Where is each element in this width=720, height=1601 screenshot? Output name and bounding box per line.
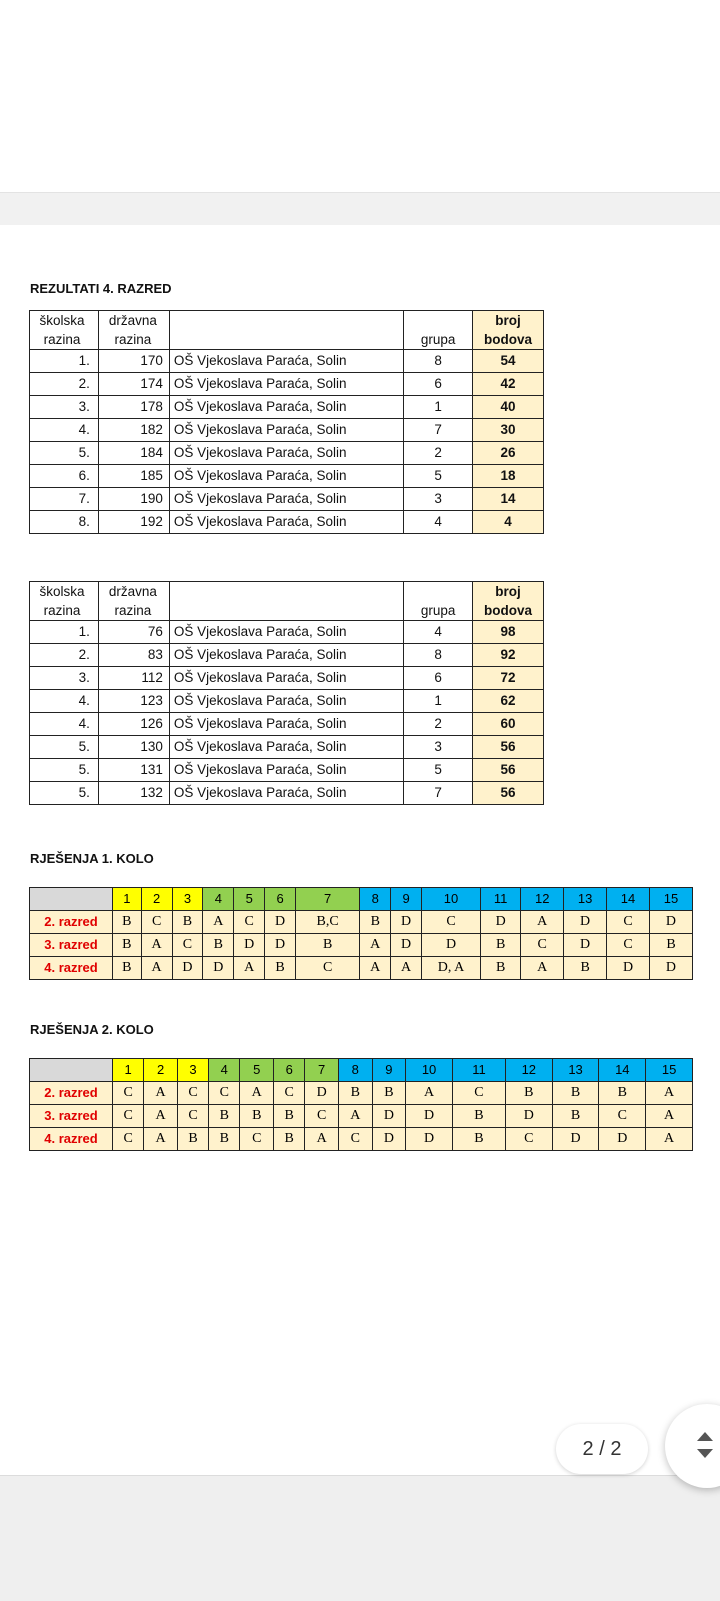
cell-grupa: 6 xyxy=(404,373,473,396)
table-row xyxy=(30,621,544,644)
cell-school: OŠ Vjekoslava Paraća, Solin xyxy=(169,350,403,373)
answer-cell: C xyxy=(338,1128,372,1151)
answer-cell: B xyxy=(274,1128,305,1151)
cell-grupa: 7 xyxy=(404,419,473,442)
cell-grupa: 3 xyxy=(404,736,473,759)
cell-skolska: 5. xyxy=(30,736,99,759)
cell-grupa: 1 xyxy=(404,690,473,713)
answer-cell: D xyxy=(234,934,265,957)
section-title-kolo1: RJEŠENJA 1. KOLO xyxy=(30,851,154,866)
question-number: 6 xyxy=(265,888,296,911)
answer-cell: A xyxy=(141,957,172,980)
grade-label: 2. razred xyxy=(30,911,113,934)
answer-cell: D xyxy=(203,957,234,980)
question-number: 6 xyxy=(274,1059,305,1082)
cell-school: OŠ Vjekoslava Paraća, Solin xyxy=(169,667,403,690)
cell-drzavna: 123 xyxy=(98,690,169,713)
table-row xyxy=(30,373,544,396)
table-row xyxy=(30,934,693,957)
grade-label: 3. razred xyxy=(30,1105,113,1128)
answer-cell: D xyxy=(564,911,607,934)
cell-drzavna: 76 xyxy=(98,621,169,644)
header-skolska: školska xyxy=(30,311,99,331)
answer-cell: B xyxy=(172,911,203,934)
cell-bodova: 92 xyxy=(473,644,544,667)
cell-skolska: 3. xyxy=(30,667,99,690)
answer-cell: D xyxy=(505,1105,552,1128)
cell-skolska: 1. xyxy=(30,621,99,644)
cell-drzavna: 131 xyxy=(98,759,169,782)
answer-cell: B,C xyxy=(295,911,359,934)
question-number: 1 xyxy=(113,1059,144,1082)
grade-label: 4. razred xyxy=(30,957,113,980)
question-number: 9 xyxy=(372,1059,406,1082)
answer-cell: A xyxy=(305,1128,339,1151)
answer-cell: B xyxy=(505,1082,552,1105)
cell-bodova: 98 xyxy=(473,621,544,644)
answer-cell: D xyxy=(406,1105,453,1128)
answer-cell: C xyxy=(177,1105,208,1128)
table-row xyxy=(30,350,544,373)
cell-bodova: 60 xyxy=(473,713,544,736)
chevron-up-icon xyxy=(697,1432,713,1441)
answer-cell: C xyxy=(295,957,359,980)
cell-school: OŠ Vjekoslava Paraća, Solin xyxy=(169,419,403,442)
cell-bodova: 56 xyxy=(473,782,544,805)
question-number: 3 xyxy=(172,888,203,911)
header-bodova: bodova xyxy=(473,330,544,350)
answer-cell: A xyxy=(338,1105,372,1128)
cell-drzavna: 132 xyxy=(98,782,169,805)
answers-header-row xyxy=(30,888,693,911)
answer-cell: A xyxy=(391,957,422,980)
table-row xyxy=(30,957,693,980)
table-row xyxy=(30,511,544,534)
cell-school: OŠ Vjekoslava Paraća, Solin xyxy=(169,373,403,396)
header-empty xyxy=(169,311,403,331)
answer-cell: C xyxy=(452,1082,505,1105)
header-razina-2: razina xyxy=(98,330,169,350)
cell-school: OŠ Vjekoslava Paraća, Solin xyxy=(169,736,403,759)
answer-cell: C xyxy=(521,934,564,957)
answer-cell: B xyxy=(209,1105,240,1128)
header-grupa: grupa xyxy=(404,330,473,350)
cell-grupa: 4 xyxy=(404,511,473,534)
answer-cell: B xyxy=(274,1105,305,1128)
question-number: 7 xyxy=(295,888,359,911)
header-razina-2: razina xyxy=(98,601,169,621)
cell-drzavna: 182 xyxy=(98,419,169,442)
header-empty xyxy=(169,601,403,621)
answer-cell: D xyxy=(649,911,692,934)
grade-label: 2. razred xyxy=(30,1082,113,1105)
question-number: 1 xyxy=(113,888,142,911)
cell-drzavna: 130 xyxy=(98,736,169,759)
table-row xyxy=(30,667,544,690)
question-number: 12 xyxy=(505,1059,552,1082)
question-number: 7 xyxy=(305,1059,339,1082)
answer-cell: C xyxy=(274,1082,305,1105)
question-number: 4 xyxy=(203,888,234,911)
cell-grupa: 2 xyxy=(404,442,473,465)
cell-skolska: 2. xyxy=(30,373,99,396)
cell-bodova: 72 xyxy=(473,667,544,690)
section-title-rezultati: REZULTATI 4. RAZRED xyxy=(30,281,172,296)
question-number: 13 xyxy=(552,1059,599,1082)
answer-cell: B xyxy=(113,957,142,980)
cell-bodova: 56 xyxy=(473,736,544,759)
cell-school: OŠ Vjekoslava Paraća, Solin xyxy=(169,465,403,488)
table-row xyxy=(30,690,544,713)
table-row xyxy=(30,736,544,759)
previous-page-area xyxy=(0,0,720,193)
answer-cell: B xyxy=(481,957,521,980)
answer-cell: D xyxy=(372,1105,406,1128)
cell-skolska: 5. xyxy=(30,442,99,465)
grade-label: 4. razred xyxy=(30,1128,113,1151)
header-drzavna: državna xyxy=(98,582,169,602)
question-number: 2 xyxy=(141,888,172,911)
question-number: 8 xyxy=(360,888,391,911)
answer-cell: B xyxy=(295,934,359,957)
cell-drzavna: 178 xyxy=(98,396,169,419)
answer-cell: A xyxy=(144,1105,178,1128)
cell-bodova: 62 xyxy=(473,690,544,713)
cell-grupa: 5 xyxy=(404,465,473,488)
answer-cell: B xyxy=(265,957,296,980)
answer-cell: B xyxy=(452,1105,505,1128)
answer-cell: B xyxy=(372,1082,406,1105)
answer-cell: D xyxy=(391,911,422,934)
cell-grupa: 4 xyxy=(404,621,473,644)
question-number: 3 xyxy=(177,1059,208,1082)
cell-school: OŠ Vjekoslava Paraća, Solin xyxy=(169,713,403,736)
answer-cell: C xyxy=(177,1082,208,1105)
cell-drzavna: 185 xyxy=(98,465,169,488)
header-grupa-empty xyxy=(404,311,473,331)
cell-drzavna: 126 xyxy=(98,713,169,736)
cell-skolska: 4. xyxy=(30,419,99,442)
question-number: 5 xyxy=(234,888,265,911)
answer-cell: C xyxy=(234,911,265,934)
header-broj: broj xyxy=(473,311,544,331)
answer-cell: A xyxy=(521,957,564,980)
answer-cell: B xyxy=(209,1128,240,1151)
question-number: 10 xyxy=(422,888,481,911)
answer-cell: B xyxy=(564,957,607,980)
cell-drzavna: 174 xyxy=(98,373,169,396)
cell-skolska: 2. xyxy=(30,644,99,667)
cell-grupa: 3 xyxy=(404,488,473,511)
question-number: 9 xyxy=(391,888,422,911)
question-number: 8 xyxy=(338,1059,372,1082)
answer-cell: D xyxy=(406,1128,453,1151)
answer-cell: B xyxy=(452,1128,505,1151)
cell-bodova: 30 xyxy=(473,419,544,442)
page-separator xyxy=(0,193,720,225)
cell-school: OŠ Vjekoslava Paraća, Solin xyxy=(169,511,403,534)
cell-school: OŠ Vjekoslava Paraća, Solin xyxy=(169,442,403,465)
answer-cell: D xyxy=(649,957,692,980)
question-number: 11 xyxy=(481,888,521,911)
answer-cell: D xyxy=(372,1128,406,1151)
answer-cell: C xyxy=(599,1105,646,1128)
answer-cell: A xyxy=(144,1128,178,1151)
cell-grupa: 1 xyxy=(404,396,473,419)
cell-drzavna: 170 xyxy=(98,350,169,373)
cell-grupa: 5 xyxy=(404,759,473,782)
cell-grupa: 6 xyxy=(404,667,473,690)
page-indicator[interactable]: 2 / 2 xyxy=(556,1424,648,1474)
results-table-2 xyxy=(29,581,544,805)
answer-cell: B xyxy=(360,911,391,934)
header-corner xyxy=(30,1059,113,1082)
chevron-down-icon xyxy=(697,1449,713,1458)
cell-grupa: 8 xyxy=(404,350,473,373)
answer-cell: D xyxy=(265,911,296,934)
answer-cell: C xyxy=(505,1128,552,1151)
cell-grupa: 2 xyxy=(404,713,473,736)
answer-cell: B xyxy=(113,934,142,957)
header-razina: razina xyxy=(30,601,99,621)
cell-school: OŠ Vjekoslava Paraća, Solin xyxy=(169,759,403,782)
answer-cell: D, A xyxy=(422,957,481,980)
answer-cell: D xyxy=(481,911,521,934)
answer-cell: A xyxy=(646,1082,693,1105)
answer-cell: D xyxy=(422,934,481,957)
cell-skolska: 7. xyxy=(30,488,99,511)
header-bodova: bodova xyxy=(473,601,544,621)
cell-school: OŠ Vjekoslava Paraća, Solin xyxy=(169,621,403,644)
answers-table-kolo2 xyxy=(29,1058,693,1151)
answer-cell: D xyxy=(564,934,607,957)
answer-cell: A xyxy=(203,911,234,934)
cell-grupa: 7 xyxy=(404,782,473,805)
answer-cell: A xyxy=(141,934,172,957)
question-number: 13 xyxy=(564,888,607,911)
question-number: 4 xyxy=(209,1059,240,1082)
table-row xyxy=(30,782,544,805)
answer-cell: C xyxy=(607,934,650,957)
cell-drzavna: 112 xyxy=(98,667,169,690)
answer-cell: B xyxy=(552,1082,599,1105)
cell-bodova: 14 xyxy=(473,488,544,511)
answer-cell: D xyxy=(265,934,296,957)
question-number: 14 xyxy=(599,1059,646,1082)
cell-drzavna: 190 xyxy=(98,488,169,511)
question-number: 10 xyxy=(406,1059,453,1082)
table-row xyxy=(30,1082,693,1105)
question-number: 14 xyxy=(607,888,650,911)
answer-cell: C xyxy=(113,1082,144,1105)
cell-school: OŠ Vjekoslava Paraća, Solin xyxy=(169,644,403,667)
cell-school: OŠ Vjekoslava Paraća, Solin xyxy=(169,488,403,511)
question-number: 15 xyxy=(646,1059,693,1082)
answer-cell: A xyxy=(406,1082,453,1105)
answer-cell: C xyxy=(113,1105,144,1128)
answer-cell: C xyxy=(305,1105,339,1128)
answer-cell: C xyxy=(141,911,172,934)
answer-cell: B xyxy=(599,1082,646,1105)
cell-bodova: 18 xyxy=(473,465,544,488)
answer-cell: B xyxy=(177,1128,208,1151)
answer-cell: B xyxy=(649,934,692,957)
answer-cell: B xyxy=(240,1105,274,1128)
answer-cell: A xyxy=(240,1082,274,1105)
table-row xyxy=(30,442,544,465)
answer-cell: C xyxy=(113,1128,144,1151)
header-corner xyxy=(30,888,113,911)
cell-skolska: 8. xyxy=(30,511,99,534)
answer-cell: C xyxy=(422,911,481,934)
cell-drzavna: 184 xyxy=(98,442,169,465)
cell-skolska: 3. xyxy=(30,396,99,419)
cell-drzavna: 83 xyxy=(98,644,169,667)
header-broj: broj xyxy=(473,582,544,602)
table-row xyxy=(30,465,544,488)
cell-school: OŠ Vjekoslava Paraća, Solin xyxy=(169,782,403,805)
answers-header-row xyxy=(30,1059,693,1082)
answer-cell: D xyxy=(172,957,203,980)
header-grupa: grupa xyxy=(404,601,473,621)
answer-cell: D xyxy=(607,957,650,980)
cell-bodova: 42 xyxy=(473,373,544,396)
table-row xyxy=(30,419,544,442)
results-table-1 xyxy=(29,310,544,534)
cell-skolska: 4. xyxy=(30,690,99,713)
viewer-background xyxy=(0,1475,720,1601)
answer-cell: D xyxy=(391,934,422,957)
header-drzavna: državna xyxy=(98,311,169,331)
answer-cell: B xyxy=(338,1082,372,1105)
question-number: 5 xyxy=(240,1059,274,1082)
table-row xyxy=(30,911,693,934)
table-row xyxy=(30,644,544,667)
cell-skolska: 5. xyxy=(30,759,99,782)
table-row xyxy=(30,1105,693,1128)
cell-bodova: 4 xyxy=(473,511,544,534)
answer-cell: A xyxy=(360,934,391,957)
answer-cell: C xyxy=(240,1128,274,1151)
cell-skolska: 5. xyxy=(30,782,99,805)
answer-cell: C xyxy=(209,1082,240,1105)
cell-bodova: 40 xyxy=(473,396,544,419)
answer-cell: A xyxy=(646,1128,693,1151)
header-empty xyxy=(169,330,403,350)
answer-cell: B xyxy=(481,934,521,957)
grade-label: 3. razred xyxy=(30,934,113,957)
answer-cell: A xyxy=(360,957,391,980)
header-skolska: školska xyxy=(30,582,99,602)
answer-cell: A xyxy=(521,911,564,934)
question-number: 12 xyxy=(521,888,564,911)
cell-bodova: 56 xyxy=(473,759,544,782)
cell-grupa: 8 xyxy=(404,644,473,667)
answer-cell: A xyxy=(144,1082,178,1105)
question-number: 15 xyxy=(649,888,692,911)
cell-bodova: 54 xyxy=(473,350,544,373)
header-razina: razina xyxy=(30,330,99,350)
answer-cell: A xyxy=(646,1105,693,1128)
cell-drzavna: 192 xyxy=(98,511,169,534)
question-number: 11 xyxy=(452,1059,505,1082)
answer-cell: B xyxy=(552,1105,599,1128)
table-row xyxy=(30,488,544,511)
cell-school: OŠ Vjekoslava Paraća, Solin xyxy=(169,690,403,713)
answer-cell: D xyxy=(599,1128,646,1151)
cell-skolska: 1. xyxy=(30,350,99,373)
table-row xyxy=(30,759,544,782)
answer-cell: C xyxy=(172,934,203,957)
answer-cell: B xyxy=(113,911,142,934)
section-title-kolo2: RJEŠENJA 2. KOLO xyxy=(30,1022,154,1037)
cell-bodova: 26 xyxy=(473,442,544,465)
header-grupa-empty xyxy=(404,582,473,602)
answer-cell: D xyxy=(552,1128,599,1151)
cell-skolska: 4. xyxy=(30,713,99,736)
cell-skolska: 6. xyxy=(30,465,99,488)
answer-cell: C xyxy=(607,911,650,934)
question-number: 2 xyxy=(144,1059,178,1082)
answer-cell: D xyxy=(305,1082,339,1105)
cell-school: OŠ Vjekoslava Paraća, Solin xyxy=(169,396,403,419)
table-row xyxy=(30,1128,693,1151)
table-row xyxy=(30,713,544,736)
answers-table-kolo1 xyxy=(29,887,693,980)
answer-cell: B xyxy=(203,934,234,957)
header-empty xyxy=(169,582,403,602)
table-row xyxy=(30,396,544,419)
answer-cell: A xyxy=(234,957,265,980)
